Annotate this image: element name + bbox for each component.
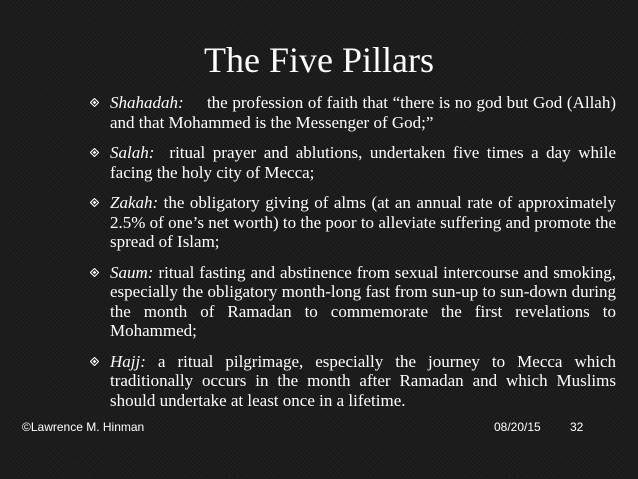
pillar-term: Zakah: [110, 193, 159, 212]
pillar-term: Shahadah: [110, 93, 184, 112]
diamond-bullet-icon [90, 148, 99, 157]
pillar-salah [86, 143, 616, 182]
footer-author: ©Lawrence M. Hinman [22, 420, 145, 434]
pillar-description: ritual fasting and abstinence from sexual intercourse and smoking, especially the obligatory month-long fast from sun-up to sun-down during the month of Ramadan to commemorate the first revelations to Mohammed; [110, 262, 617, 340]
pillar-shahadah [86, 93, 616, 132]
pillar-zakah [86, 193, 616, 252]
pillar-description: the obligatory giving of alms (at an annual rate of approximately 2.5% of one’s net worth) to the poor to alleviate suffering and promote the spread of Islam; [110, 193, 617, 251]
pillar-description: a ritual pilgrimage, especially the journey to Mecca which traditionally occurs in the month after Ramadan and which Muslims should undertake at least once in a lifetime. [110, 351, 617, 410]
pillar-term: Salah: [110, 143, 155, 162]
diamond-bullet-icon [90, 198, 99, 207]
footer-date: 08/20/15 [494, 420, 541, 434]
slide-page-number: 32 [570, 420, 584, 434]
slide-title: The Five Pillars [204, 40, 434, 80]
pillar-saum [86, 263, 616, 341]
pillar-hajj [86, 352, 616, 411]
diamond-bullet-icon [90, 268, 99, 277]
pillar-description: ritual prayer and ablutions, undertaken five times a day while facing the holy city of Mecca; [110, 143, 616, 182]
pillar-description: the profession of faith that “there is no god but God (Allah) and that Mohammed is the Messenger of God;” [110, 93, 616, 132]
pillars-list [86, 93, 616, 410]
pillar-term: Saum: [110, 262, 154, 282]
diamond-bullet-icon [90, 98, 99, 107]
pillar-term: Hajj: [110, 351, 146, 371]
diamond-bullet-icon [90, 357, 99, 366]
